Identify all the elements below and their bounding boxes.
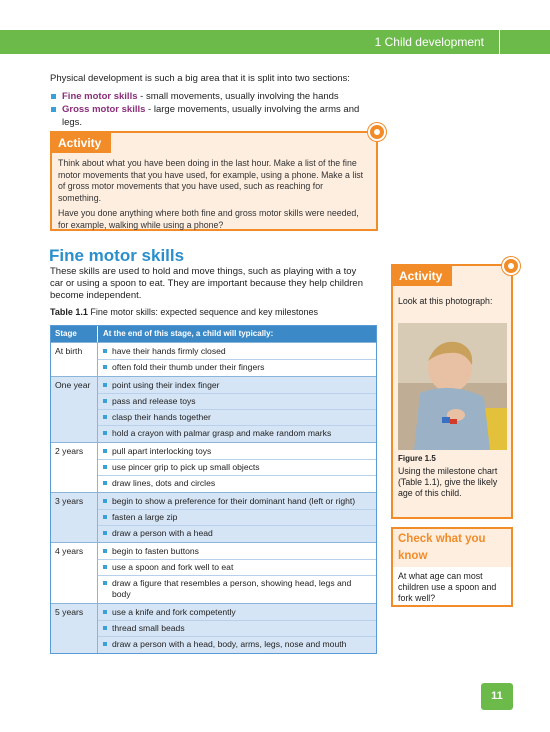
activity-text: Look at this photograph:	[398, 296, 493, 306]
table-row	[51, 603, 376, 653]
section-title: Fine motor skills	[49, 246, 185, 265]
check-title: Check what you know	[393, 529, 511, 567]
stage-cell: 5 years	[51, 604, 98, 653]
section-text: These skills are used to hold and move things, such as playing with a toy car or using a spoon to eat. They are important because they help children become independent.	[50, 266, 363, 301]
table-row	[51, 492, 376, 542]
stage-cell: 3 years	[51, 493, 98, 542]
table-row	[51, 442, 376, 492]
milestone-item: begin to fasten buttons	[98, 544, 376, 559]
table-number: Table 1.1	[50, 307, 88, 317]
table-caption-text: Fine motor skills: expected sequence and key milestones	[87, 307, 318, 317]
milestones-cell	[98, 543, 376, 603]
list-item	[50, 90, 380, 103]
stage-cell: 4 years	[51, 543, 98, 603]
side-activity-box	[391, 264, 513, 519]
header-divider	[499, 30, 500, 54]
page-number: 11	[481, 683, 513, 710]
gear-icon	[368, 123, 386, 141]
milestone-item: have their hands firmly closed	[98, 344, 376, 359]
milestone-item: draw a person with a head, body, arms, legs, nose and mouth	[98, 636, 376, 652]
milestone-item: often fold their thumb under their fingers	[98, 359, 376, 375]
table-row	[51, 542, 376, 603]
intro-block	[50, 72, 380, 129]
figure-label: Figure 1.5	[398, 454, 436, 463]
intro-text: Physical development is such a big area that it is split into two sections:	[50, 73, 350, 84]
milestone-item: hold a crayon with palmar grasp and make random marks	[98, 425, 376, 441]
child-playing-image	[398, 323, 507, 450]
stage-cell: At birth	[51, 343, 98, 376]
milestone-item: begin to show a preference for their dominant hand (left or right)	[98, 494, 376, 509]
activity-body	[58, 158, 368, 231]
table-row	[51, 342, 376, 376]
term-description: - large movements, usually involving the arms and legs.	[62, 104, 360, 128]
milestone-item: thread small beads	[98, 620, 376, 636]
milestone-item: pass and release toys	[98, 393, 376, 409]
check-text: At what age can most children use a spoon and fork well?	[398, 571, 497, 603]
activity-label: Activity	[393, 266, 452, 286]
milestones-table	[50, 325, 377, 654]
milestones-cell	[98, 604, 376, 653]
child-photo	[398, 323, 507, 450]
milestone-item: point using their index finger	[98, 378, 376, 393]
list-item	[50, 103, 380, 129]
figure-text: Using the milestone chart (Table 1.1), give the likely age of this child.	[398, 466, 498, 498]
milestone-item: use a spoon and fork well to eat	[98, 559, 376, 575]
activity-box	[50, 131, 378, 231]
header-stage: Stage	[51, 326, 98, 342]
chapter-header-bar	[0, 30, 550, 54]
milestones-cell	[98, 443, 376, 492]
stage-cell: 2 years	[51, 443, 98, 492]
gear-icon	[502, 257, 520, 275]
table-row	[51, 376, 376, 442]
milestone-item: draw lines, dots and circles	[98, 475, 376, 491]
milestone-item: use pincer grip to pick up small objects	[98, 459, 376, 475]
milestones-cell	[98, 377, 376, 442]
milestone-item: use a knife and fork competently	[98, 605, 376, 620]
milestones-cell	[98, 493, 376, 542]
term-description: - small movements, usually involving the hands	[137, 91, 339, 102]
term-fine-motor: Fine motor skills	[62, 91, 138, 102]
milestone-item: fasten a large zip	[98, 509, 376, 525]
stage-cell: One year	[51, 377, 98, 442]
term-gross-motor: Gross motor skills	[62, 104, 146, 115]
chapter-title: 1 Child development	[374, 35, 484, 49]
milestones-cell	[98, 343, 376, 376]
check-what-you-know-box	[391, 527, 513, 607]
milestone-item: pull apart interlocking toys	[98, 444, 376, 459]
activity-paragraph: Have you done anything where both fine and gross motor skills were needed, for example, walking while using a phone?	[58, 208, 359, 230]
milestone-item: clasp their hands together	[98, 409, 376, 425]
activity-label: Activity	[52, 133, 111, 153]
table-caption	[50, 307, 318, 317]
milestone-item: draw a figure that resembles a person, showing head, legs and body	[98, 575, 376, 602]
activity-paragraph: Think about what you have been doing in the last hour. Make a list of the fine motor movements that you have used, for example, using a phone. Make a list of gross motor movements that you have used, such as reaching for something.	[58, 158, 364, 203]
milestone-item: draw a person with a head	[98, 525, 376, 541]
header-items: At the end of this stage, a child will typically:	[103, 329, 274, 338]
table-header	[51, 326, 376, 342]
intro-list	[50, 90, 380, 129]
